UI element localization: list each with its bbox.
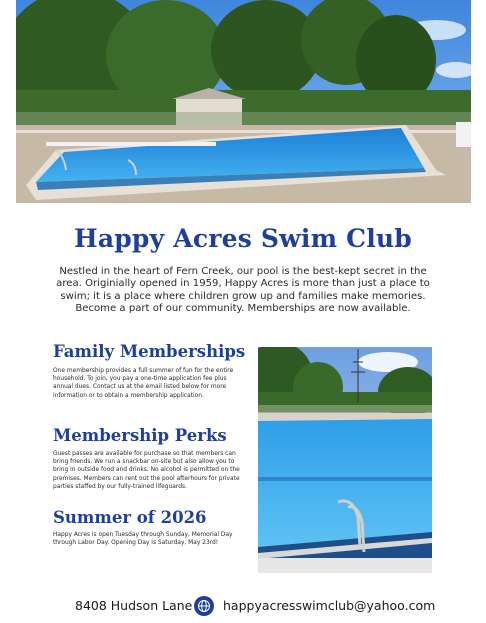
membership-perks-text: Guest passes are available for purchase so that members can bring friends. We run a snackbar on-site but also allow you to bring in outside food and drinks. No alcohol is permitted on the premises. Members can rent out the pool afterhours for private parties staffed by our fully-trained lifeguards. — [53, 451, 240, 490]
footer-address: 8408 Hudson Lane — [75, 598, 193, 613]
page-title: Happy Acres Swim Club — [74, 224, 412, 253]
hero-pool-photo — [16, 0, 471, 203]
footer-email[interactable]: happyacresswimclub@yahoo.com — [223, 598, 436, 613]
summer-2026-heading: Summer of 2026 — [53, 508, 207, 527]
summer-2026-text: Happy Acres is open Tuesday through Sunday, Memorial Day through Labor Day. Opening Day is Saturday, May 23rd! — [53, 532, 233, 547]
globe-icon — [194, 596, 214, 616]
intro-paragraph: Nestled in the heart of Fern Creek, our pool is the best-kept secret in the area. Originially opened in 1959, Happy Acres is more than just a place to swim; it is a place where children grow up and families make memories. Become a part of our community. Memberships are now available. — [56, 266, 430, 314]
membership-perks-heading: Membership Perks — [53, 426, 227, 445]
family-memberships-heading: Family Memberships — [53, 342, 246, 361]
pool-photo-2 — [258, 347, 432, 573]
family-memberships-text: One membership provides a full summer of fun for the entire household. To join, you pay a one-time application fee plus annual dues. Contact us at the email listed below for more information or to obtain a membership application. — [53, 368, 234, 399]
